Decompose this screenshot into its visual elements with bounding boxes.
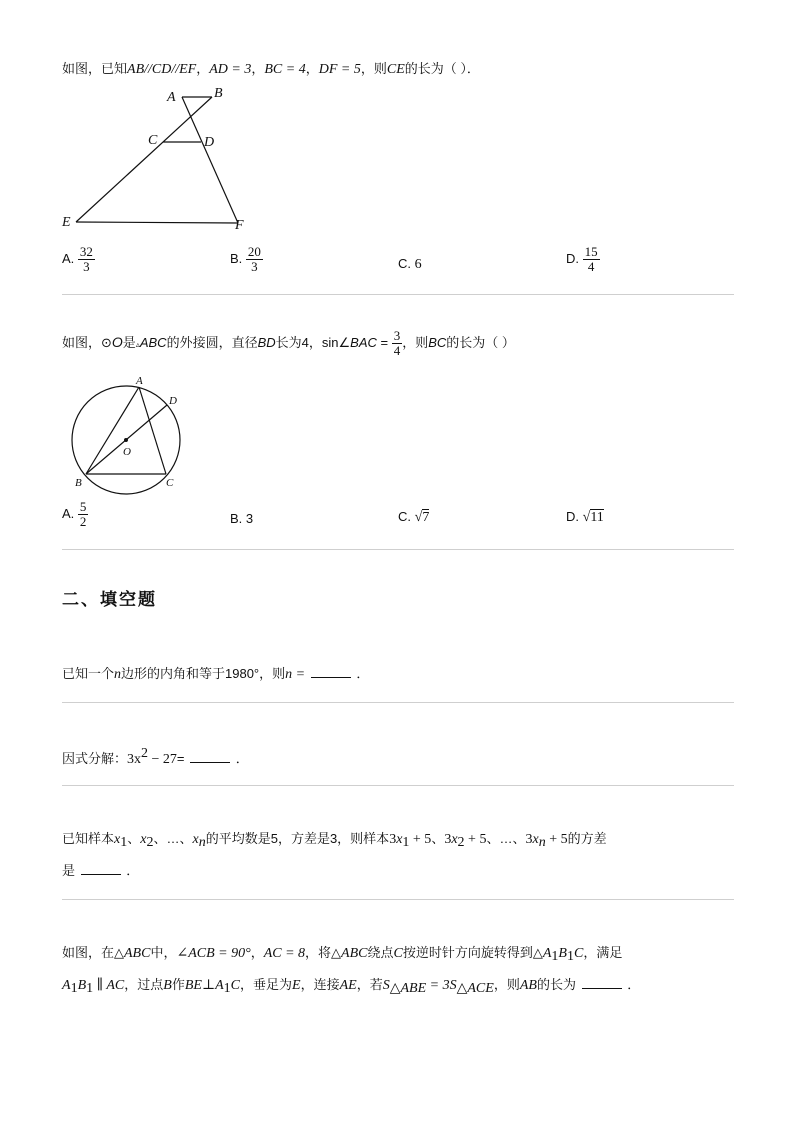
q2-option-b[interactable]: B. 3 <box>230 511 254 526</box>
fraction: $\frac{20}{3}$ <box>247 244 261 274</box>
label-b: B <box>75 477 82 489</box>
answer-blank[interactable] <box>190 752 230 763</box>
divider <box>62 899 734 900</box>
label-f: F <box>235 218 244 233</box>
q2-option-d[interactable]: D. √11 <box>566 509 604 525</box>
q1-option-d[interactable]: D. $\frac{15}{4}$ <box>566 244 598 274</box>
segment-ab <box>86 387 139 474</box>
question-2-stem: 如图，⊙O是▵ABC的外接圆，直径BD长为4，sin∠BAC = $\frac{3}{4}$ ，则BC的长为（ ） <box>62 328 515 358</box>
label-c: C <box>148 133 158 148</box>
q2-option-a[interactable]: A. $\frac{5}{2}$ <box>62 499 87 529</box>
divider <box>62 549 734 550</box>
fraction: $\frac{3}{4}$ <box>393 328 401 358</box>
section-title: 二、填空题 <box>62 590 157 610</box>
sqrt-symbol: √11 <box>582 510 604 525</box>
segment-be <box>76 97 215 222</box>
segment-ef <box>76 222 238 223</box>
divider <box>62 702 734 703</box>
question-5-stem-line2: 是 ． <box>62 863 140 878</box>
fraction: $\frac{5}{2}$ <box>79 499 87 529</box>
divider <box>62 294 734 295</box>
label-a: A <box>136 375 143 387</box>
question-6-stem-line2: $A_1B_1$ ∥ AC，过点B作$BE\perp A_1C$，垂足为E，连接AE，若$S_{\triangle ABE} = 3S_{\triangle ACE}$，则AB的长为 ． <box>62 977 641 996</box>
q1-option-a[interactable]: A. $\frac{32}{3}$ <box>62 244 93 274</box>
center-point <box>124 438 128 442</box>
label-e: E <box>62 215 71 230</box>
label-d: D <box>204 135 215 150</box>
question-1-stem: 如图，已知AB//CD//EF，AD = 3，BC = 4，DF = 5，则CE的长为（ ）． <box>62 61 480 77</box>
question-3-stem: 已知一个n边形的内角和等于1980°，则n = ． <box>62 666 370 682</box>
question-4-stem: 因式分解：$3x^2 - 27=$ ． <box>62 746 249 767</box>
q1-option-b[interactable]: B. $\frac{20}{3}$ <box>230 244 261 274</box>
answer-blank[interactable] <box>311 667 351 678</box>
circumcircle-figure <box>62 372 202 497</box>
label-a: A <box>167 90 176 105</box>
segment-af <box>182 97 238 223</box>
divider <box>62 785 734 786</box>
label-c: C <box>166 477 174 489</box>
question-5-stem-line1: 已知样本$x_1$、$x_2$、…、$x_n$的平均数是5，方差是3，则样本$3x_1 + 5$、$3x_2 + 5$、…、$3x_n + 5$的方差 <box>62 831 607 850</box>
fraction: $\frac{32}{3}$ <box>79 244 93 274</box>
sqrt-symbol: √7 <box>414 510 430 525</box>
q1-option-c[interactable]: C. 6 <box>398 256 422 272</box>
answer-blank[interactable] <box>582 978 622 989</box>
label-b: B <box>214 86 223 101</box>
parallel-lines-figure <box>55 80 265 240</box>
fraction: $\frac{15}{4}$ <box>584 244 598 274</box>
label-d: D <box>169 395 177 407</box>
label-o: O <box>123 446 131 458</box>
q2-option-c[interactable]: C. √7 <box>398 509 430 525</box>
answer-blank[interactable] <box>81 864 121 875</box>
question-6-stem-line1: 如图，在△ABC中，∠ACB = 90°，AC = 8，将△ABC绕点C按逆时针方向旋转得到$\triangle A_1B_1C$，满足 <box>62 945 623 964</box>
